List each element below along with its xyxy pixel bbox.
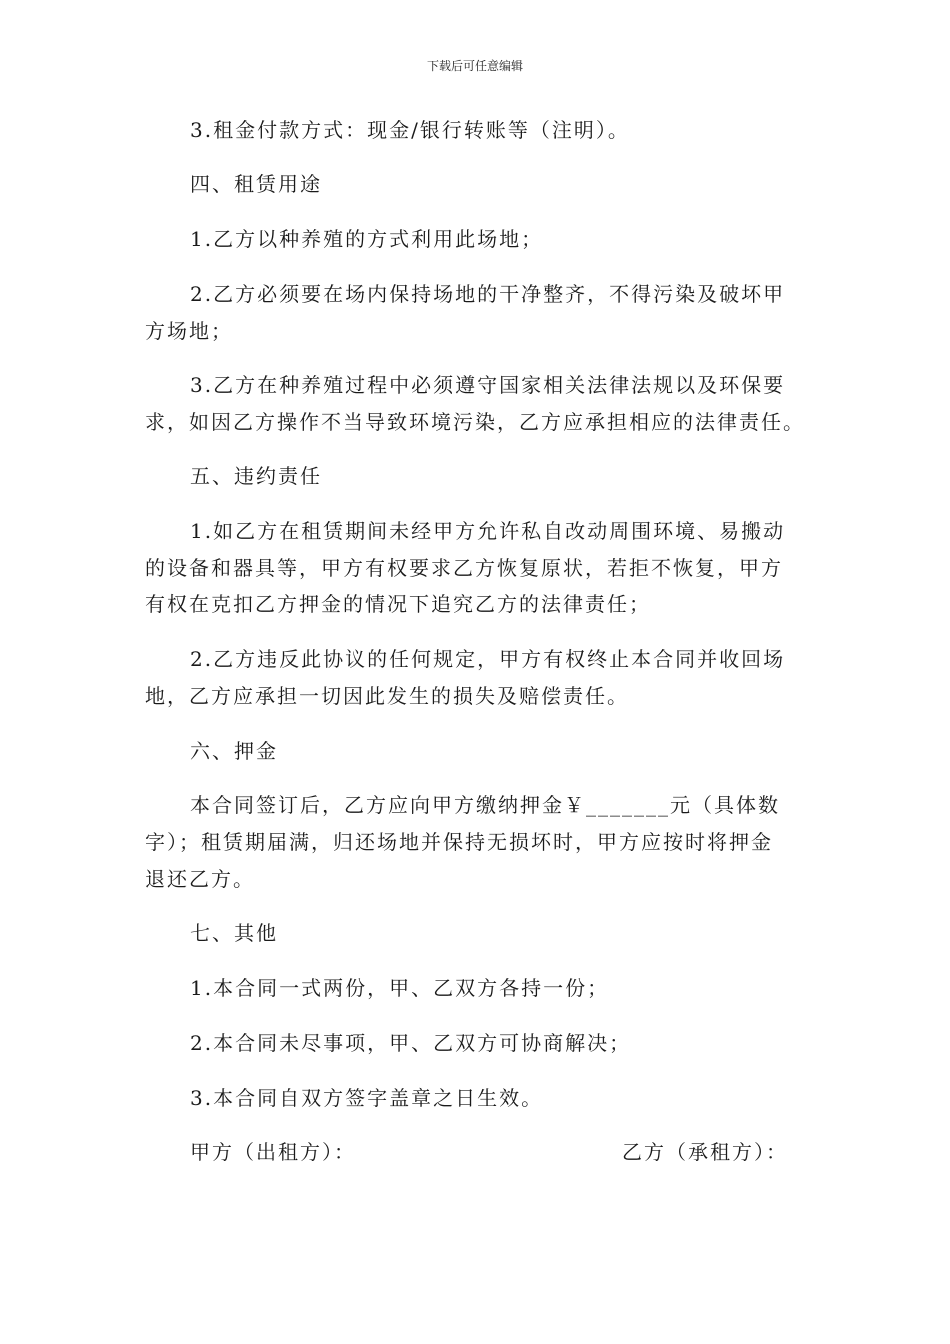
breach-item-2-line-2: 地，乙方应承担一切因此发生的损失及赔偿责任。 bbox=[145, 684, 629, 708]
usage-item-2-line-2: 方场地； bbox=[145, 319, 233, 343]
usage-item-3-line-1: 3.乙方在种养殖过程中必须遵守国家相关法律法规以及环保要 bbox=[190, 373, 786, 397]
section-heading-other: 七、其他 bbox=[190, 921, 278, 945]
deposit-line-3: 退还乙方。 bbox=[145, 867, 255, 891]
deposit-line-1: 本合同签订后，乙方应向甲方缴纳押金￥_______元（具体数 bbox=[190, 793, 780, 817]
breach-item-1-line-1: 1.如乙方在租赁期间未经甲方允许私自改动周围环境、易搬动 bbox=[190, 519, 786, 543]
breach-item-2-line-1: 2.乙方违反此协议的任何规定，甲方有权终止本合同并收回场 bbox=[190, 647, 786, 671]
usage-item-3-line-2: 求，如因乙方操作不当导致环境污染，乙方应承担相应的法律责任。 bbox=[145, 410, 805, 434]
section-heading-usage: 四、租赁用途 bbox=[190, 172, 322, 196]
other-item-3: 3.本合同自双方签字盖章之日生效。 bbox=[190, 1086, 544, 1110]
section-heading-breach: 五、违约责任 bbox=[190, 464, 322, 488]
party-a-signature-label: 甲方（出租方）： bbox=[190, 1140, 356, 1164]
clause-3-payment-method: 3.租金付款方式：现金/银行转账等（注明）。 bbox=[190, 118, 630, 142]
party-b-signature-label: 乙方（承租方）： bbox=[622, 1140, 788, 1164]
page-header-note: 下载后可任意编辑 bbox=[426, 59, 523, 73]
breach-item-1-line-2: 的设备和器具等，甲方有权要求乙方恢复原状，若拒不恢复，甲方 bbox=[145, 556, 783, 580]
breach-item-1-line-3: 有权在克扣乙方押金的情况下追究乙方的法律责任； bbox=[145, 592, 651, 616]
other-item-2: 2.本合同未尽事项，甲、乙双方可协商解决； bbox=[190, 1031, 632, 1055]
other-item-1: 1.本合同一式两份，甲、乙双方各持一份； bbox=[190, 976, 610, 1000]
usage-item-1: 1.乙方以种养殖的方式利用此场地； bbox=[190, 227, 544, 251]
usage-item-2-line-1: 2.乙方必须要在场内保持场地的干净整齐，不得污染及破坏甲 bbox=[190, 282, 786, 306]
deposit-line-2: 字）；租赁期届满，归还场地并保持无损坏时，甲方应按时将押金 bbox=[145, 830, 773, 854]
section-heading-deposit: 六、押金 bbox=[190, 739, 278, 763]
